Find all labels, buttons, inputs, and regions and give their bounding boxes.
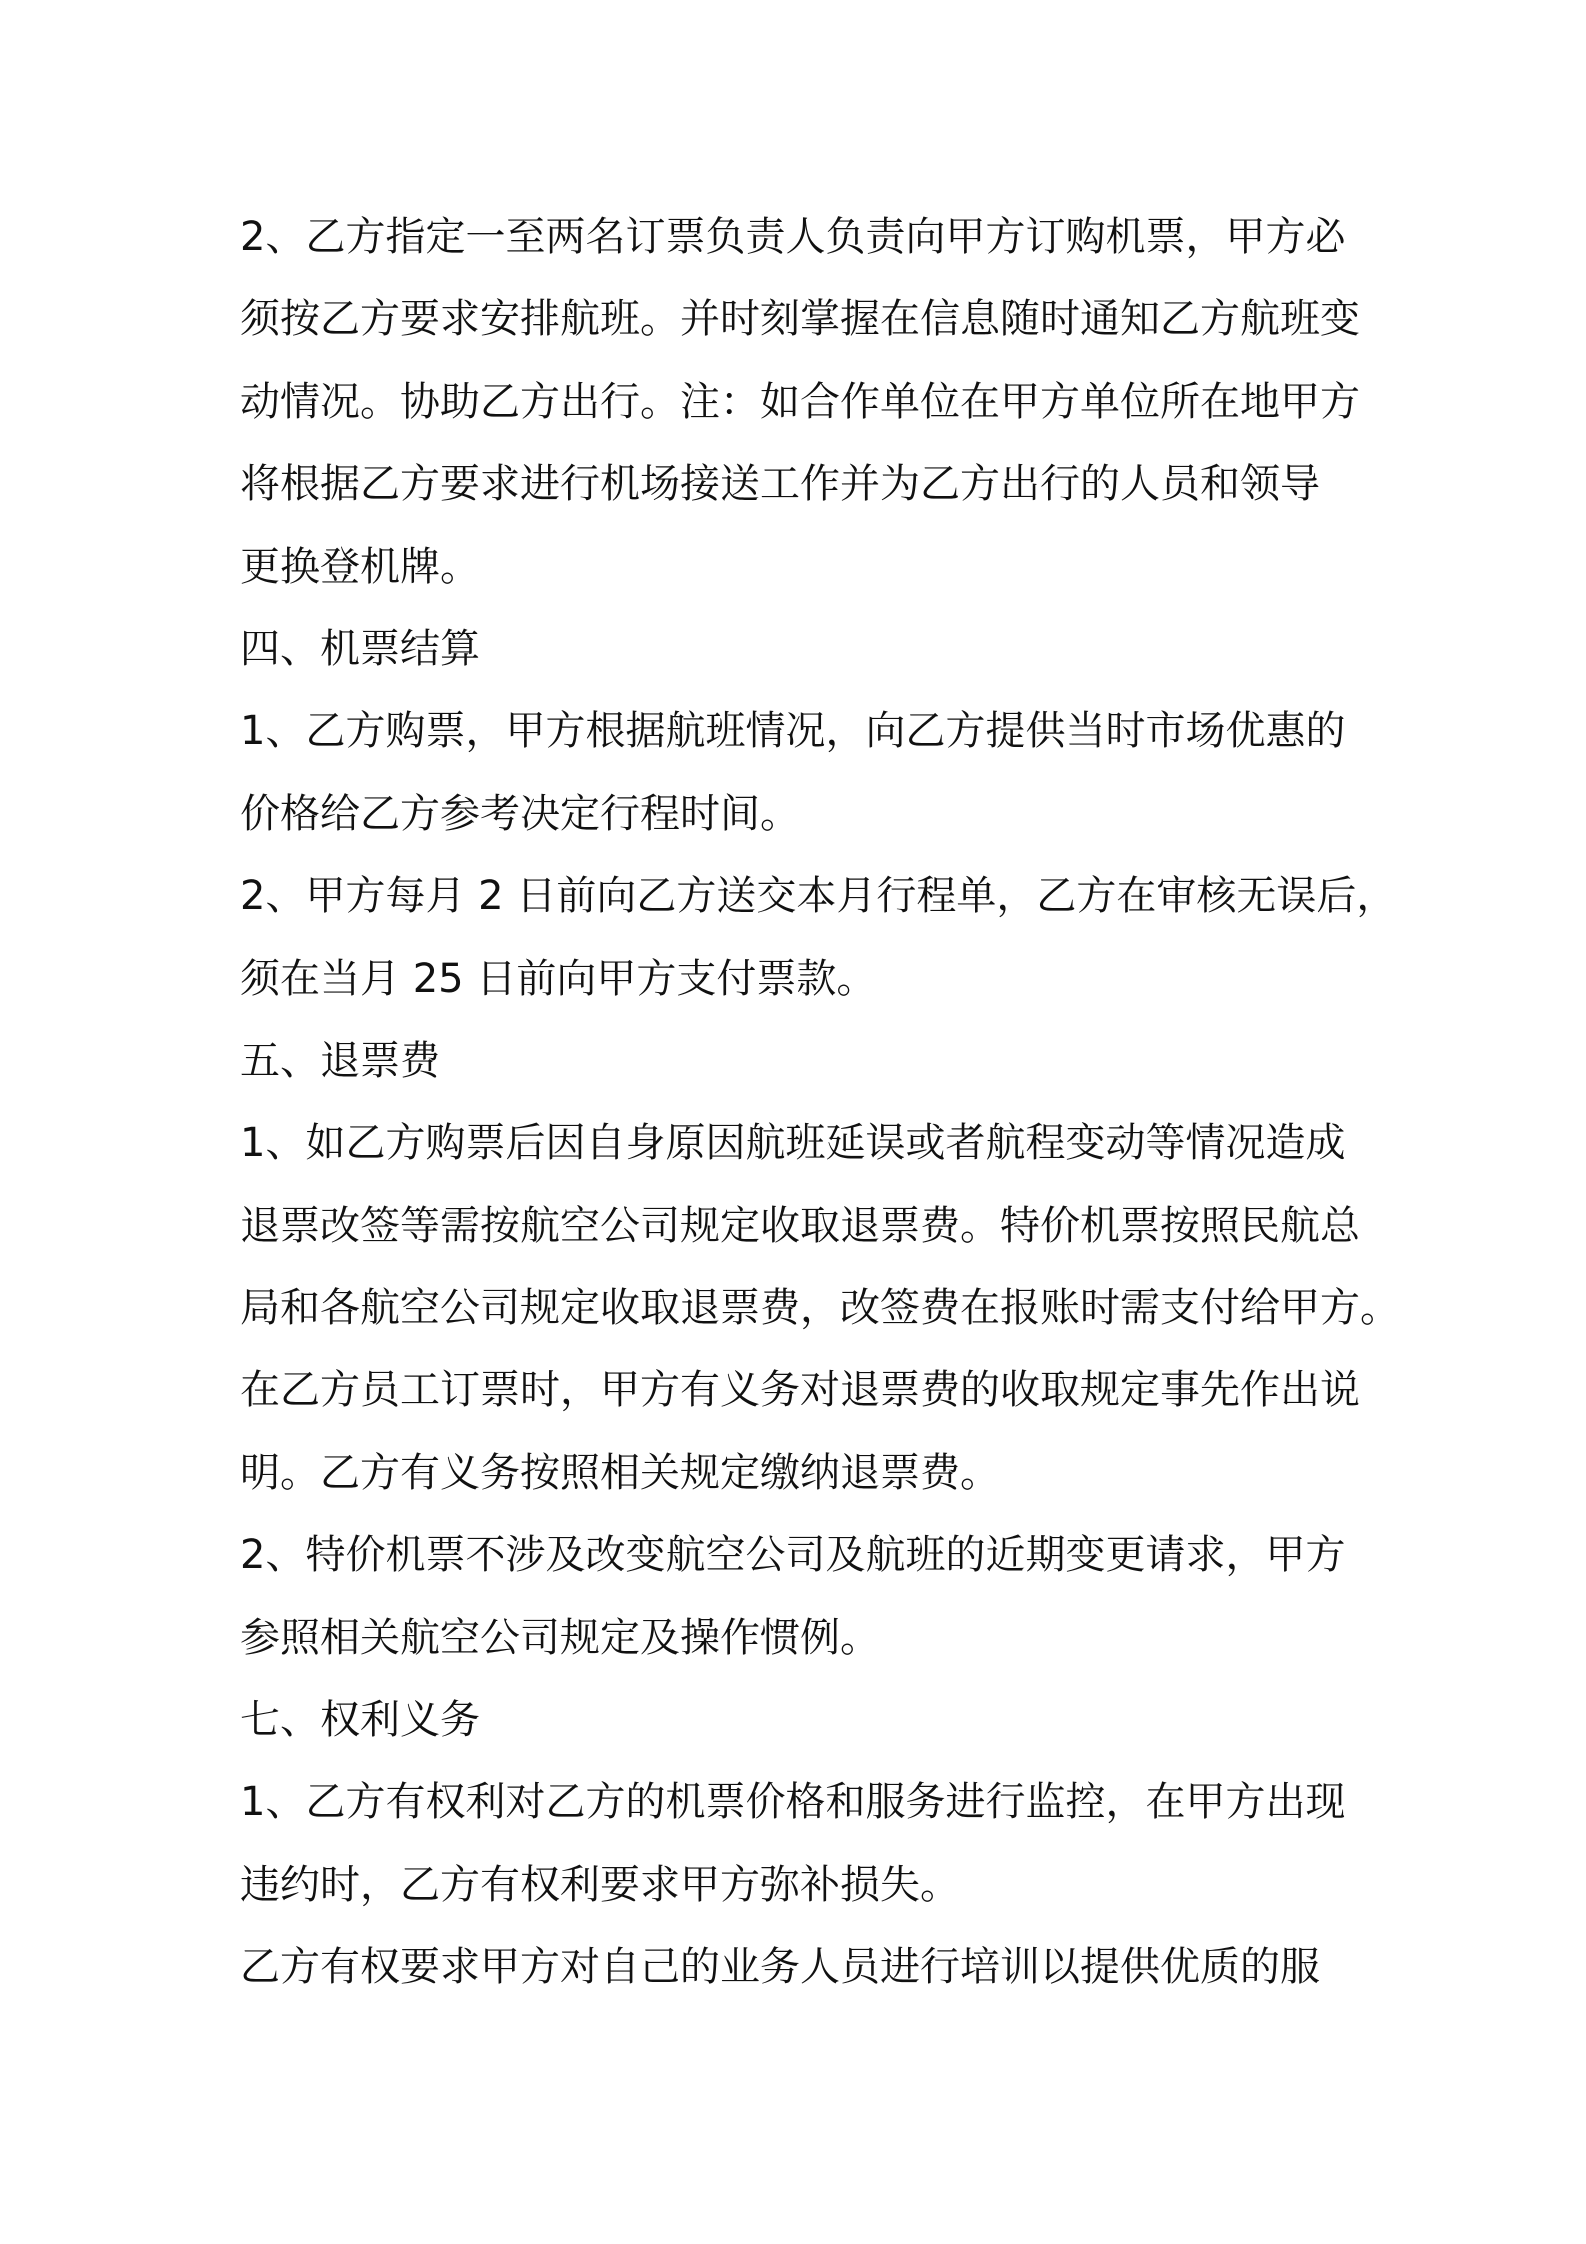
document-body bbox=[240, 196, 1400, 2009]
section-heading: 七、权利义务 bbox=[240, 1697, 480, 1744]
text-line: 须在当月 25 日前向甲方支付票款。 bbox=[240, 955, 877, 1002]
text-line: 明。乙方有义务按照相关规定缴纳退票费。 bbox=[240, 1449, 1000, 1496]
text-line: 局和各航空公司规定收取退票费，改签费在报账时需支付给甲方。 bbox=[240, 1285, 1400, 1332]
text-line: 违约时，乙方有权利要求甲方弥补损失。 bbox=[240, 1861, 960, 1908]
text-line: 2、乙方指定一至两名订票负责人负责向甲方订购机票，甲方必 bbox=[240, 214, 1346, 260]
text-line: 2、特价机票不涉及改变航空公司及航班的近期变更请求，甲方 bbox=[240, 1532, 1346, 1579]
text-line: 1、乙方有权利对乙方的机票价格和服务进行监控，在甲方出现 bbox=[240, 1779, 1346, 1826]
text-line: 动情况。协助乙方出行。注：如合作单位在甲方单位所在地甲方 bbox=[240, 378, 1360, 425]
text-line: 退票改签等需按航空公司规定收取退票费。特价机票按照民航总 bbox=[240, 1202, 1360, 1249]
text-line: 须按乙方要求安排航班。并时刻掌握在信息随时通知乙方航班变 bbox=[240, 296, 1360, 343]
text-line: 1、如乙方购票后因自身原因航班延误或者航程变动等情况造成 bbox=[240, 1120, 1346, 1167]
text-line: 更换登机牌。 bbox=[240, 543, 480, 590]
text-line: 在乙方员工订票时，甲方有义务对退票费的收取规定事先作出说 bbox=[240, 1367, 1360, 1414]
section-heading: 五、退票费 bbox=[240, 1037, 440, 1084]
text-line: 将根据乙方要求进行机场接送工作并为乙方出行的人员和领导 bbox=[240, 461, 1320, 508]
text-line: 乙方有权要求甲方对自己的业务人员进行培训以提供优质的服 bbox=[240, 1944, 1320, 1991]
text-line: 2、甲方每月 2 日前向乙方送交本月行程单，乙方在审核无误后， bbox=[240, 873, 1397, 920]
text-line: 参照相关航空公司规定及操作惯例。 bbox=[240, 1614, 880, 1661]
text-line: 1、乙方购票，甲方根据航班情况，向乙方提供当时市场优惠的 bbox=[240, 708, 1346, 755]
text-line: 价格给乙方参考决定行程时间。 bbox=[240, 790, 800, 837]
section-heading: 四、机票结算 bbox=[240, 625, 480, 672]
